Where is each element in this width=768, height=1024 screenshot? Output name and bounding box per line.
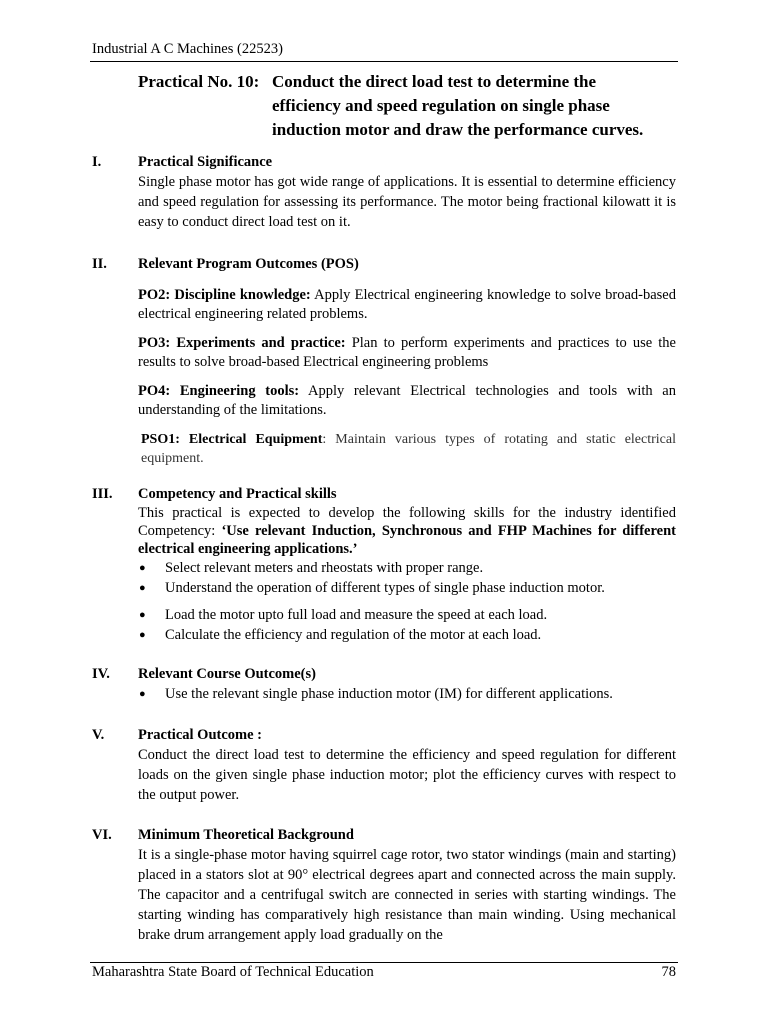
list-item: ● Select relevant meters and rheostats with proper range. — [138, 558, 676, 578]
header-rule — [90, 61, 678, 62]
section-number: II. — [92, 256, 107, 272]
po3-label: PO3: Experiments and practice: — [138, 335, 346, 351]
running-header: Industrial A C Machines (22523) — [92, 41, 283, 57]
competency-label: Competency: — [138, 523, 222, 539]
section-number: V. — [92, 727, 105, 743]
section-heading: Practical Significance — [138, 154, 273, 170]
list-item: ● Use the relevant single phase induction motor (IM) for different applications. — [138, 684, 676, 704]
po3-paragraph — [138, 334, 676, 372]
section-practical-significance — [92, 152, 676, 232]
title-line-2: efficiency and speed regulation on single phase — [272, 96, 610, 115]
section-heading: Relevant Course Outcome(s) — [138, 666, 316, 682]
po4-label: PO4: Engineering tools: — [138, 383, 300, 399]
section-program-outcomes — [92, 254, 676, 468]
course-outcome-list — [138, 684, 676, 704]
pso1-label: PSO1: Electrical Equipment — [141, 432, 323, 447]
section-number: VI. — [92, 827, 112, 843]
competency-intro — [138, 504, 676, 558]
practical-title — [138, 70, 643, 142]
skills-list — [138, 558, 676, 645]
section-heading: Competency and Practical skills — [138, 486, 337, 502]
competency-line-1: This practical is expected to develop the following skills for the industry identified — [138, 505, 676, 521]
po2-text: Apply Electrical engineering knowledge to solve broad-based electrical engineering related problems. — [138, 287, 676, 322]
list-item: ● Load the motor upto full load and measure the speed at each load. — [138, 605, 676, 625]
section-body: Single phase motor has got wide range of applications. It is essential to determine efficiency and speed regulation for assessing its performance. The motor being fractional kilowatt it is easy to conduct direct load test on it. — [138, 174, 676, 230]
section-number: III. — [92, 486, 113, 502]
pso1-text: : Maintain various types of rotating and static electrical equipment. — [141, 432, 676, 466]
po3-text: Plan to perform experiments and practices to use the results to solve broad-based Electrical engineering problems — [138, 335, 676, 370]
section-theoretical-background — [92, 825, 676, 945]
section-number: IV. — [92, 666, 110, 682]
section-number: I. — [92, 154, 102, 170]
page-number: 78 — [661, 964, 676, 980]
title-line-3: induction motor and draw the performance curves. — [272, 120, 644, 139]
po4-text: Apply relevant Electrical technologies and tools with an understanding of the limitations. — [138, 383, 676, 418]
list-item: ● Calculate the efficiency and regulation of the motor at each load. — [138, 625, 676, 645]
section-heading: Minimum Theoretical Background — [138, 827, 354, 843]
section-body: It is a single-phase motor having squirrel cage rotor, two stator windings (main and starting) placed in a stators slot at 90° electrical degrees apart and connected across the main supply. The capacitor and a centrifugal switch are connected in series with starting windings. The starting winding has comparatively high resistance than main winding. Using mechanical brake drum arrangement apply load gradually on the — [138, 847, 676, 943]
footer-rule — [90, 962, 678, 963]
section-heading: Relevant Program Outcomes (POS) — [138, 256, 359, 272]
list-item: ● Understand the operation of different types of single phase induction motor. — [138, 578, 676, 598]
po4-paragraph — [138, 382, 676, 420]
pso1-paragraph — [138, 430, 676, 468]
po2-paragraph — [138, 286, 676, 324]
practical-number: Practical No. 10: — [138, 72, 260, 91]
section-practical-outcome — [92, 725, 676, 805]
title-line-1: Conduct the direct load test to determine the — [272, 72, 597, 91]
running-footer: Maharashtra State Board of Technical Education — [92, 964, 374, 980]
section-body: Conduct the direct load test to determine the efficiency and speed regulation for different loads on the given single phase induction motor; plot the efficiency curves with respect to the output power. — [138, 747, 676, 803]
competency-text: ‘Use relevant Induction, Synchronous and FHP Machines for different electrical engineering applications.’ — [138, 523, 676, 557]
section-heading: Practical Outcome : — [138, 727, 263, 743]
section-course-outcomes — [92, 664, 676, 704]
po2-label: PO2: Discipline knowledge: — [138, 287, 311, 303]
section-competency — [92, 484, 676, 645]
